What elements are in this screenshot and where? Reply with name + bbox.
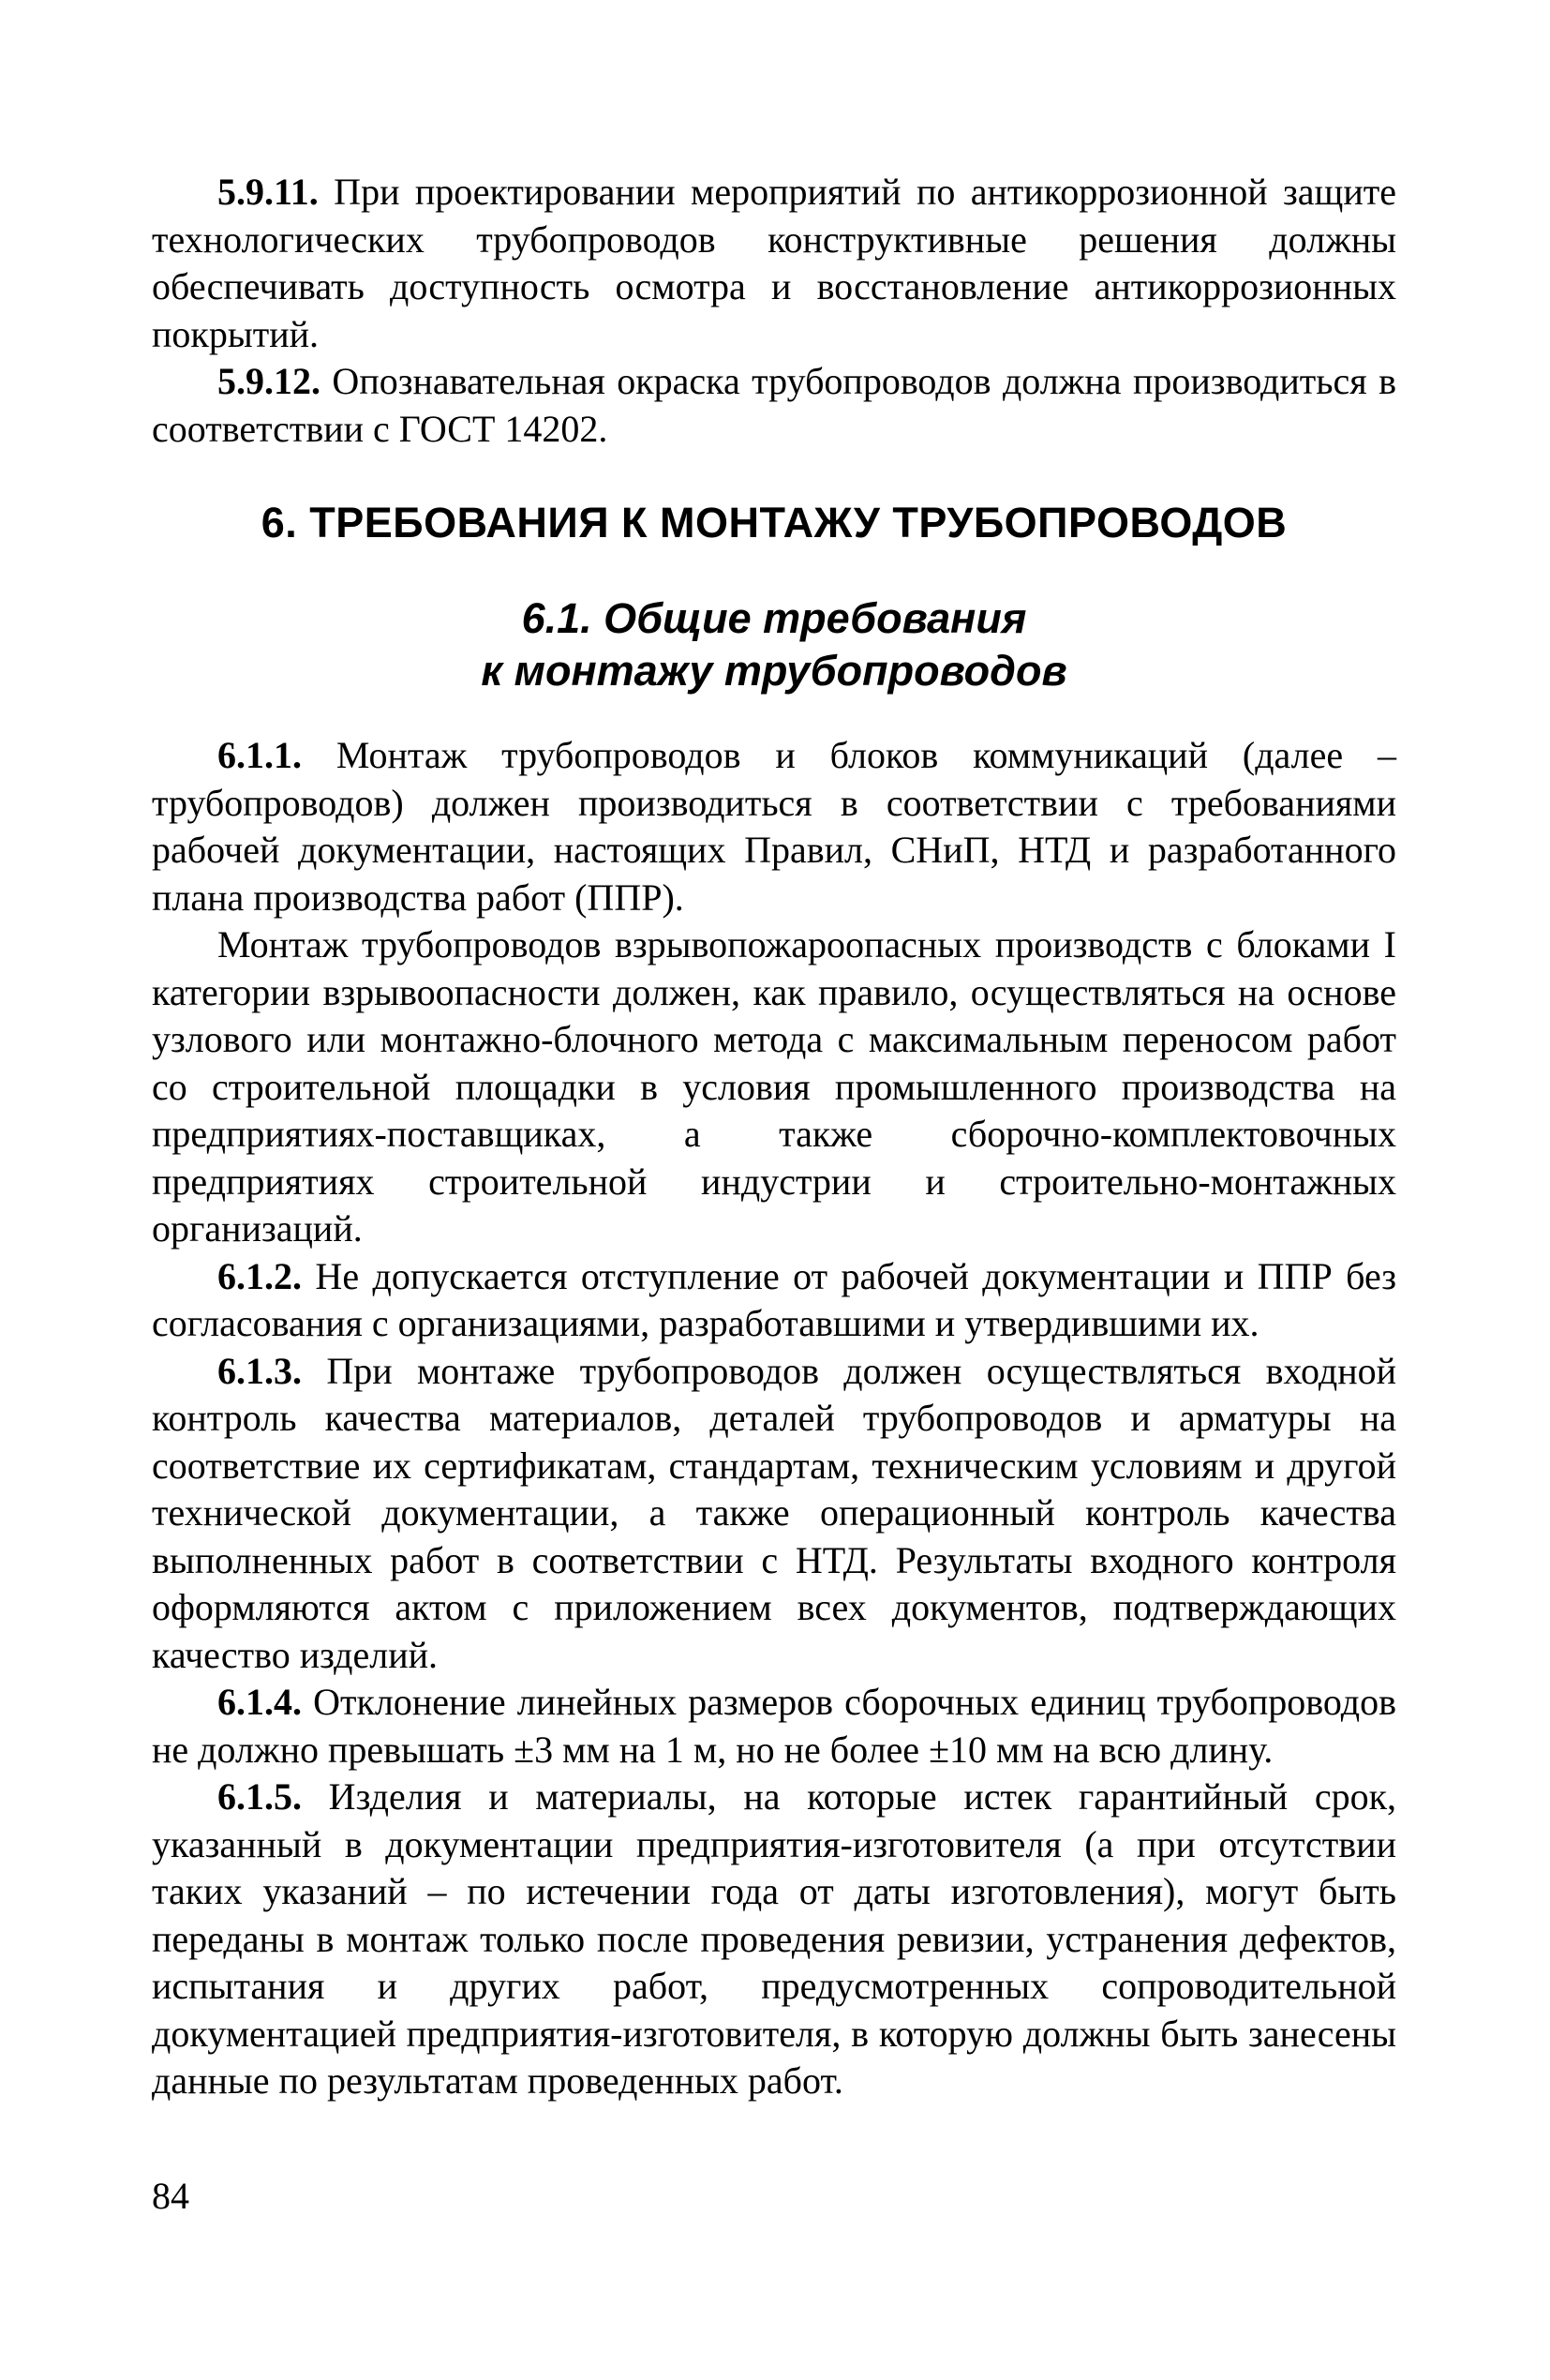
clause-number: 6.1.2. (217, 1254, 302, 1297)
paragraph-6-1-1 (152, 732, 1396, 921)
clause-number: 6.1.3. (217, 1349, 302, 1392)
paragraph-6-1-3 (152, 1348, 1396, 1680)
clause-number: 6.1.4. (217, 1681, 302, 1723)
page-number: 84 (152, 2175, 189, 2217)
section-title (152, 592, 1396, 697)
section-title-line-2: к монтажу трубопроводов (481, 647, 1067, 695)
paragraph-continuation (152, 921, 1396, 1253)
paragraph-5-9-11 (152, 169, 1396, 358)
clause-text: Монтаж трубопроводов и блоков коммуникаций (далее – трубопроводов) должен производиться в соответствии с требованиями рабочей документации, настоящих Правил, СНиП, НТД и разработанного плана производства работ (ППР). (152, 734, 1396, 919)
clause-text: Монтаж трубопроводов взрывопожароопасных производств с блоками I категории взрывоопасности должен, как правило, осуществляться на основе узлового или монтажно-блочного метода с максимальным переносом работ со строительной площадки в условия промышленного производства на предприятиях-поставщиках, а также сборочно-комплектовочных предприятиях строительной индустрии и строительно-монтажных организаций. (152, 923, 1396, 1250)
clause-text: Отклонение линейных размеров сборочных единиц трубопроводов не должно превышать ±3 мм на 1 м, но не более ±10 мм на всю длину. (152, 1681, 1396, 1771)
paragraph-6-1-2 (152, 1253, 1396, 1348)
clause-text: Изделия и материалы, на которые истек гарантийный срок, указанный в документации предприятия-изготовителя (а при отсутствии таких указаний – по истечении года от даты изготовления), могут быть переданы в монтаж только после проведения ревизии, устранения дефектов, испытания и других работ, предусмотренных сопроводительной документацией предприятия-изготовителя, в которую должны быть занесены данные по результатам проведенных работ. (152, 1775, 1396, 2102)
section-title-line-1: 6.1. Общие требования (521, 594, 1027, 642)
paragraph-6-1-5 (152, 1774, 1396, 2105)
clause-text: Опознавательная окраска трубопроводов должна производиться в соответствии с ГОСТ 14202. (152, 360, 1396, 450)
clause-number: 5.9.12. (217, 360, 320, 402)
clause-number: 6.1.1. (217, 734, 302, 776)
paragraph-6-1-4 (152, 1679, 1396, 1774)
main-paragraphs (152, 732, 1396, 2105)
chapter-title: 6. ТРЕБОВАНИЯ К МОНТАЖУ ТРУБОПРОВОДОВ (261, 499, 1288, 546)
clause-text: При монтаже трубопроводов должен осуществляться входной контроль качества материалов, деталей трубопроводов и арматуры на соответствие их сертификатам, стандартам, техническим условиям и другой технической документации, а также операционный контроль качества выполненных работ в соответствии с НТД. Результаты входного контроля оформляются актом с приложением всех документов, подтверждающих качество изделий. (152, 1349, 1396, 1676)
paragraph-5-9-12 (152, 358, 1396, 453)
clause-text: При проектировании мероприятий по антикоррозионной защите технологических трубопроводов конструктивные решения должны обеспечивать доступность осмотра и восстановление антикоррозионных покрытий. (152, 171, 1396, 355)
clause-number: 5.9.11. (217, 171, 319, 213)
clause-text: Не допускается отступление от рабочей документации и ППР без согласования с организациями, разработавшими и утвердившими их. (152, 1254, 1396, 1344)
clause-number: 6.1.5. (217, 1775, 302, 1818)
top-paragraphs (152, 169, 1396, 453)
